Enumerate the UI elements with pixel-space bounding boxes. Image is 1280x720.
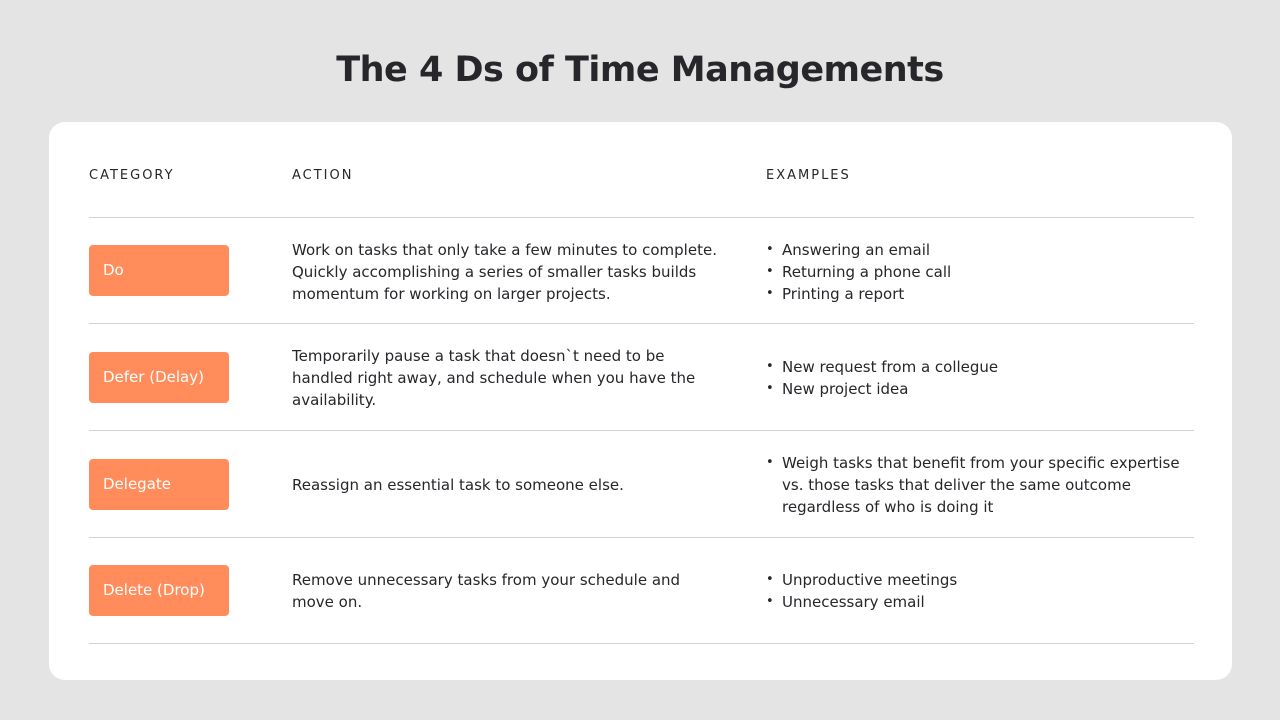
- table-row: [89, 324, 1194, 430]
- example-item: • New project idea: [766, 378, 1186, 400]
- examples-list: [766, 239, 1186, 305]
- action-text: Work on tasks that only take a few minutes to complete. Quickly accomplishing a series of smaller tasks builds momentum for working on larger projects.: [292, 241, 717, 303]
- action-text: Temporarily pause a task that doesn`t need to be handled right away, and schedule when you have the availability.: [292, 347, 696, 409]
- example-item: • Returning a phone call: [766, 261, 1186, 283]
- table-card: [49, 122, 1232, 680]
- action-text: Remove unnecessary tasks from your schedule and move on.: [292, 571, 681, 611]
- action-text: Reassign an essential task to someone else.: [292, 476, 624, 494]
- example-item: • Printing a report: [766, 283, 1186, 305]
- header-examples: EXAMPLES: [766, 168, 851, 183]
- example-item: • New request from a collegue: [766, 356, 1186, 378]
- header-action: ACTION: [292, 168, 354, 183]
- category-badge-delegate: Delegate: [89, 459, 229, 510]
- page-title: The 4 Ds of Time Managements: [336, 50, 944, 90]
- example-item: • Unproductive meetings: [766, 569, 1186, 591]
- category-badge-do: Do: [89, 245, 229, 296]
- table-row: [89, 431, 1194, 537]
- category-badge-defer: Defer (Delay): [89, 352, 229, 403]
- example-item: • Answering an email: [766, 239, 1186, 261]
- examples-list: [766, 452, 1186, 518]
- table-row: [89, 538, 1194, 643]
- divider: [89, 643, 1194, 644]
- header-category: CATEGORY: [89, 168, 175, 183]
- example-item: • Weigh tasks that benefit from your specific expertise vs. those tasks that deliver the same outcome regardless of who is doing it: [766, 452, 1186, 518]
- examples-list: [766, 356, 1186, 400]
- example-item: • Unnecessary email: [766, 591, 1186, 613]
- category-badge-delete: Delete (Drop): [89, 565, 229, 616]
- examples-list: [766, 569, 1186, 613]
- table-row: [89, 218, 1194, 323]
